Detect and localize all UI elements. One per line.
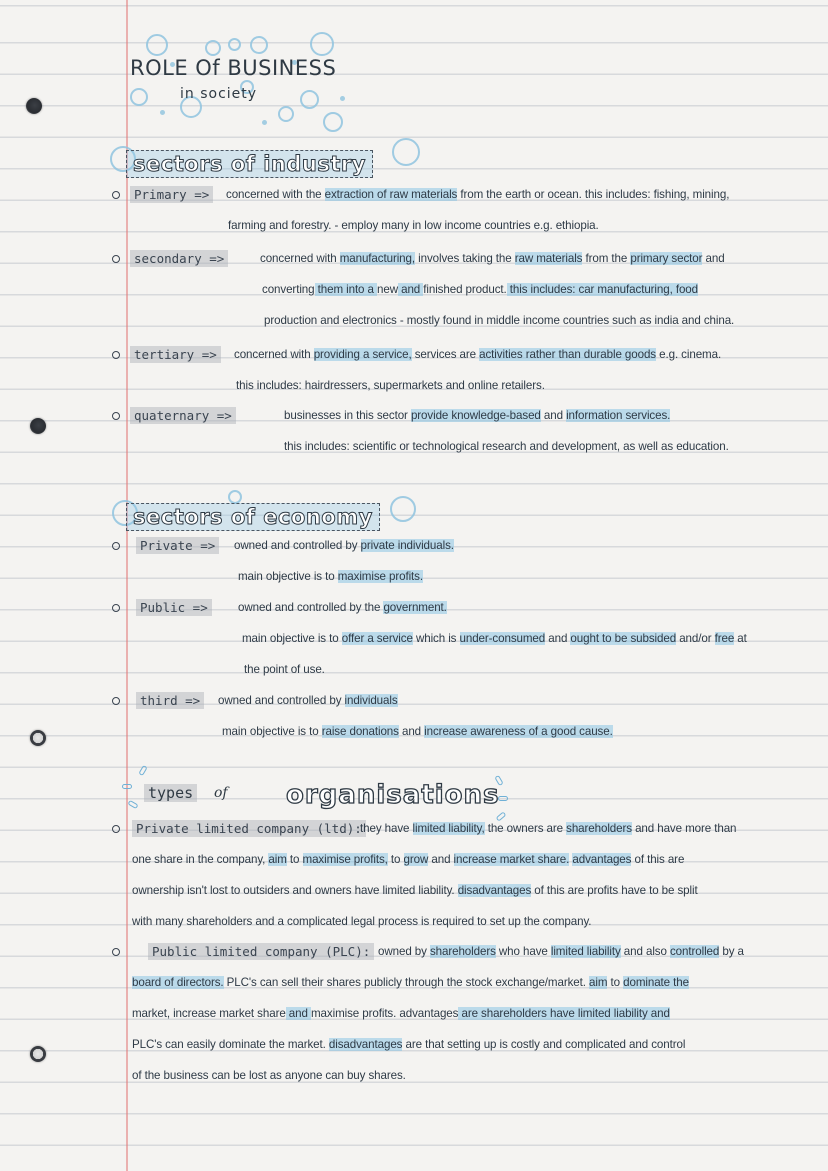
organisations-item-line (132, 882, 698, 900)
industry-item-line (236, 377, 545, 395)
economy-item-line (244, 661, 325, 679)
text-segment: the point of use. (244, 663, 325, 676)
organisations-item-line (132, 974, 689, 992)
bullet-point (112, 948, 120, 956)
industry-item-line (284, 407, 670, 425)
text-segment: businesses in this sector (284, 409, 411, 422)
heading-of: of (214, 785, 228, 801)
text-segment: concerned with the (226, 188, 325, 201)
text-segment: they have (360, 822, 413, 835)
heading-bubble (228, 490, 242, 504)
spark-decoration (127, 800, 138, 809)
industry-item-label: tertiary => (130, 346, 221, 363)
punch-hole (30, 418, 46, 434)
page-subtitle: in society (180, 86, 258, 102)
text-segment: maximise profits. (337, 570, 423, 583)
text-segment: main objective is to (242, 632, 342, 645)
text-segment: maximise profits. (310, 1007, 397, 1020)
text-segment: involves taking the (415, 252, 515, 265)
text-segment: main objective is to (222, 725, 322, 738)
section-heading-industry: sectors of industry (126, 150, 373, 178)
text-segment: and (285, 1007, 311, 1020)
text-segment: under-consumed (459, 632, 546, 645)
organisations-item-line (360, 820, 736, 838)
bullet-point (112, 542, 120, 550)
industry-item-line (234, 346, 721, 364)
text-segment: raise donations (321, 725, 399, 738)
section-heading-economy: sectors of economy (126, 503, 380, 531)
text-segment: this includes: hairdressers, supermarkets and online retailers. (236, 379, 545, 392)
text-segment: disadvantages (328, 1038, 403, 1051)
text-segment: shareholders (566, 822, 632, 835)
text-segment: this includes: car manufacturing, food (506, 283, 699, 296)
section-heading-organisations: organisations (286, 780, 500, 810)
text-segment: disadvantages (457, 884, 532, 897)
bullet-point (112, 697, 120, 705)
text-segment: market, increase market share (132, 1007, 286, 1020)
text-segment: owned by (378, 945, 430, 958)
text-segment: owned and controlled by (234, 539, 361, 552)
text-segment: converting (262, 283, 315, 296)
text-segment: with many shareholders and a complicated legal process is required to set up the company. (132, 915, 592, 928)
text-segment: of this are profits have to be split (531, 884, 698, 897)
heading-bubble (392, 138, 420, 166)
punch-hole (30, 1046, 46, 1062)
organisations-item-label: Public limited company (PLC): (148, 943, 374, 960)
text-segment: and (702, 252, 725, 265)
economy-item-label: Private => (136, 537, 219, 554)
organisations-item-line (132, 1036, 685, 1054)
text-segment: grow (403, 853, 429, 866)
text-segment: ought to be subsided (570, 632, 677, 645)
industry-item-line (262, 281, 698, 299)
text-segment: limited liability, (412, 822, 485, 835)
text-segment: who have (495, 945, 551, 958)
text-segment: to (286, 853, 303, 866)
text-segment: e.g. cinema. (656, 348, 722, 361)
text-segment: manufacturing, (339, 252, 415, 265)
text-segment: information services. (566, 409, 671, 422)
text-segment: PLC's can easily dominate the market. (132, 1038, 329, 1051)
text-segment: this includes: scientific or technological research and development, as well as education. (284, 440, 729, 453)
text-segment: and (428, 853, 454, 866)
text-segment: provide knowledge-based (410, 409, 541, 422)
text-segment: are that setting up is costly and complicated and control (402, 1038, 686, 1051)
industry-item-label: quaternary => (130, 407, 236, 424)
text-segment: at (734, 632, 747, 645)
organisations-item-line (132, 1067, 406, 1085)
text-segment: activities rather than durable goods (479, 348, 656, 361)
industry-item-line (226, 186, 729, 204)
page-title: ROLE Of BUSINESS (130, 56, 337, 80)
text-segment: farming and forestry. - employ many in low income countries e.g. ethiopia. (228, 219, 599, 232)
economy-item-line (238, 599, 447, 617)
text-segment: aim (589, 976, 608, 989)
text-segment: main objective is to (238, 570, 338, 583)
text-segment: advantages (399, 1007, 459, 1020)
text-segment: one share in the company, (132, 853, 269, 866)
text-segment: and/or (676, 632, 715, 645)
text-segment: owned and controlled by the (238, 601, 384, 614)
economy-item-line (242, 630, 747, 648)
text-segment: aim (268, 853, 287, 866)
text-segment: owned and controlled by (218, 694, 345, 707)
economy-item-line (238, 568, 423, 586)
text-segment: raw materials (514, 252, 583, 265)
text-segment: free (714, 632, 735, 645)
economy-item-line (234, 537, 454, 555)
heading-types: types (144, 784, 197, 802)
text-segment: maximise profits, (302, 853, 388, 866)
economy-item-line (218, 692, 398, 710)
spark-decoration (498, 796, 508, 801)
bullet-point (112, 412, 120, 420)
text-segment: providing a service, (313, 348, 412, 361)
text-segment: extraction of raw materials (324, 188, 458, 201)
spark-decoration (138, 765, 147, 776)
text-segment: PLC's can sell their shares publicly through the stock exchange/market. (223, 976, 590, 989)
organisations-item-line (132, 1005, 670, 1023)
text-segment: concerned with (260, 252, 340, 265)
text-segment: to (387, 853, 404, 866)
spark-decoration (122, 784, 132, 789)
text-segment: controlled (669, 945, 720, 958)
organisations-item-line (132, 913, 591, 931)
text-segment: from the (582, 252, 631, 265)
text-segment: and (545, 632, 571, 645)
text-segment: new (377, 283, 398, 296)
text-segment: ownership isn't lost to outsiders and owners have limited liability. (132, 884, 458, 897)
text-segment: shareholders (429, 945, 496, 958)
text-segment: the owners are (484, 822, 567, 835)
text-segment: limited liability (550, 945, 621, 958)
text-segment: services are (411, 348, 480, 361)
text-segment: advantages (572, 853, 632, 866)
text-segment: and (397, 283, 424, 296)
text-segment: individuals (344, 694, 398, 707)
text-segment: by a (719, 945, 744, 958)
industry-item-label: Primary => (130, 186, 213, 203)
economy-item-label: Public => (136, 599, 212, 616)
text-segment: and (398, 725, 425, 738)
bullet-point (112, 191, 120, 199)
text-segment: increase awareness of a good cause. (424, 725, 613, 738)
economy-item-label: third => (136, 692, 204, 709)
text-segment: and (540, 409, 567, 422)
organisations-item-label: Private limited company (ltd): (132, 820, 366, 837)
text-segment: primary sector (630, 252, 703, 265)
organisations-item-line (378, 943, 744, 961)
organisations-item-line (132, 851, 684, 869)
industry-item-line (260, 250, 725, 268)
punch-hole (30, 730, 46, 746)
text-segment: government. (383, 601, 447, 614)
text-segment: dominate the (623, 976, 689, 989)
industry-item-line (284, 438, 729, 456)
text-segment: increase market share. (453, 853, 570, 866)
text-segment: production and electronics - mostly found in middle income countries such as india and china. (264, 314, 735, 327)
heading-bubble (390, 496, 416, 522)
industry-item-line (264, 312, 734, 330)
text-segment: finished product. (423, 283, 507, 296)
economy-item-line (222, 723, 613, 741)
text-segment: board of directors. (132, 976, 224, 989)
text-segment: offer a service (341, 632, 413, 645)
industry-item-label: secondary => (130, 250, 228, 267)
bullet-point (112, 255, 120, 263)
bullet-point (112, 604, 120, 612)
text-segment: to (607, 976, 624, 989)
text-segment: concerned with (234, 348, 314, 361)
text-segment: which is (412, 632, 460, 645)
punch-hole (26, 98, 42, 114)
bullet-point (112, 351, 120, 359)
text-segment: and have more than (631, 822, 737, 835)
text-segment: them into a (314, 283, 377, 296)
text-segment: private individuals. (360, 539, 454, 552)
bullet-point (112, 825, 120, 833)
text-segment: of the business can be lost as anyone can buy shares. (132, 1069, 406, 1082)
text-segment: from the earth or ocean. this includes: fishing, mining, (457, 188, 730, 201)
industry-item-line (228, 217, 599, 235)
text-segment: are shareholders have limited liability and (458, 1007, 670, 1020)
text-segment: and also (620, 945, 670, 958)
text-segment: of this are (631, 853, 685, 866)
